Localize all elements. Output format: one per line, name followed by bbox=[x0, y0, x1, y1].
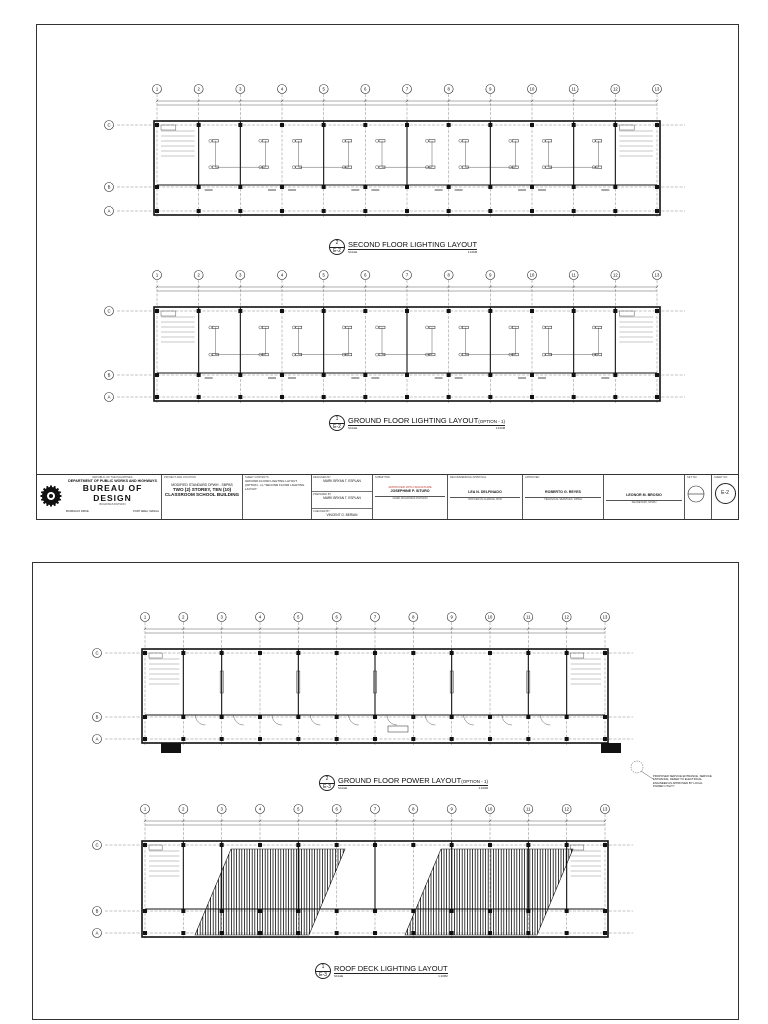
structural-column bbox=[258, 715, 262, 719]
light-symbol bbox=[542, 326, 545, 329]
ground-floor-lighting-plan bbox=[105, 271, 686, 404]
light-symbol bbox=[592, 139, 595, 142]
project-block: PROJECT AND LOCATION MODIFIED STANDARD DPWH - SBPBS TWO (2) STOREY, TEN (10) CLASSROOM SCHOOL BUILDING bbox=[162, 475, 243, 519]
seal-tooth bbox=[59, 495, 62, 497]
grid-bubble-col-label: 4 bbox=[280, 86, 284, 92]
structural-column bbox=[603, 737, 607, 741]
structural-column bbox=[220, 715, 224, 719]
light-symbol bbox=[426, 139, 429, 142]
grid-bubble-col-label: 12 bbox=[612, 86, 618, 92]
grid-bubble-col-label: 1 bbox=[143, 806, 147, 812]
grid-bubble-col-label: 9 bbox=[450, 614, 453, 620]
drawing-number-bubble: 1 E-3 bbox=[315, 963, 331, 979]
structural-column bbox=[363, 395, 367, 399]
grid-bubble-col-label: 9 bbox=[450, 806, 453, 812]
roof-hatch-left bbox=[195, 849, 345, 935]
structural-column bbox=[530, 309, 534, 313]
structural-column bbox=[322, 395, 326, 399]
light-symbol bbox=[426, 326, 429, 329]
drawing-number-bubble: 2 E-2 bbox=[329, 239, 345, 255]
structural-column bbox=[181, 931, 185, 935]
fixture bbox=[161, 311, 176, 316]
grid-bubble-col-label: 4 bbox=[258, 806, 262, 812]
drawing-number-bubble: 1 E-2 bbox=[329, 415, 345, 431]
grid-bubble-col-label: 2 bbox=[182, 806, 185, 812]
ground-floor-power-plan bbox=[93, 613, 654, 780]
structural-column bbox=[280, 373, 284, 377]
structural-column bbox=[613, 373, 617, 377]
light-symbol bbox=[259, 139, 262, 142]
roof-deck-lighting-plan bbox=[93, 805, 634, 940]
grid-bubble-col-label: 10 bbox=[529, 86, 535, 92]
fixture bbox=[161, 125, 176, 130]
structural-column bbox=[450, 737, 454, 741]
structural-column bbox=[603, 651, 607, 655]
structural-column bbox=[565, 931, 569, 935]
structural-column bbox=[488, 843, 492, 847]
grid-bubble-col-label: 1 bbox=[143, 614, 147, 620]
grid-bubble-col-label: 5 bbox=[322, 272, 325, 278]
structural-column bbox=[220, 931, 224, 935]
grid-bubble-row-label: B bbox=[95, 714, 99, 720]
light-symbol bbox=[376, 166, 379, 169]
fixture bbox=[149, 845, 162, 850]
structural-column bbox=[373, 737, 377, 741]
structural-column bbox=[411, 737, 415, 741]
drawing-number-bubble: 2 E-3 bbox=[319, 775, 335, 791]
leader-line bbox=[641, 771, 653, 779]
structural-column bbox=[572, 185, 576, 189]
structural-column bbox=[405, 185, 409, 189]
structural-column bbox=[603, 909, 607, 913]
light-symbol bbox=[292, 166, 295, 169]
grid-bubble-col-label: 10 bbox=[529, 272, 535, 278]
light-symbol bbox=[459, 353, 462, 356]
service-panel bbox=[388, 726, 408, 732]
grid-bubble-col-label: 13 bbox=[654, 86, 660, 92]
structural-column bbox=[373, 931, 377, 935]
light-symbol bbox=[209, 353, 212, 356]
grid-bubble-col-label: 3 bbox=[220, 806, 223, 812]
structural-column bbox=[155, 123, 159, 127]
light-symbol bbox=[342, 326, 345, 329]
fixture bbox=[571, 653, 584, 658]
structural-column bbox=[220, 737, 224, 741]
grid-bubble-col-label: 5 bbox=[322, 86, 325, 92]
grid-bubble-col-label: 2 bbox=[182, 614, 185, 620]
structural-column bbox=[447, 185, 451, 189]
structural-column bbox=[197, 395, 201, 399]
sheet-number: E-2 bbox=[715, 483, 736, 504]
structural-column bbox=[322, 185, 326, 189]
structural-column bbox=[405, 395, 409, 399]
grid-bubble-col-label: 11 bbox=[526, 614, 531, 620]
light-symbol bbox=[592, 326, 595, 329]
structural-column bbox=[143, 715, 147, 719]
grid-bubble-row-label: A bbox=[95, 736, 99, 742]
light-symbol bbox=[509, 139, 512, 142]
structural-column bbox=[155, 373, 159, 377]
door-swing bbox=[234, 715, 244, 725]
structural-column bbox=[447, 373, 451, 377]
grid-bubble-row-label: A bbox=[95, 930, 99, 936]
title-block bbox=[37, 474, 738, 519]
structural-column bbox=[143, 843, 147, 847]
agency-block: REPUBLIC OF THE PHILIPPINES DEPARTMENT OF PUBLIC WORKS AND HIGHWAYS BUREAU OF DESIGN BUILDINGS DIVISION BONIFACIO DRIVE PORT AREA, MANILA bbox=[37, 475, 162, 519]
grid-bubble-col-label: 11 bbox=[571, 272, 576, 278]
grid-bubble-col-label: 4 bbox=[280, 272, 284, 278]
structural-column bbox=[280, 185, 284, 189]
grid-bubble-col-label: 11 bbox=[571, 86, 576, 92]
drawing-title: GROUND FLOOR LIGHTING LAYOUT bbox=[348, 416, 479, 425]
structural-column bbox=[335, 715, 339, 719]
structural-column bbox=[197, 209, 201, 213]
door-swing bbox=[349, 715, 359, 725]
grid-bubble-col-label: 10 bbox=[487, 614, 493, 620]
light-symbol bbox=[542, 353, 545, 356]
structural-column bbox=[143, 651, 147, 655]
structural-column bbox=[238, 185, 242, 189]
light-symbol bbox=[542, 139, 545, 142]
second-floor-lighting-plan bbox=[105, 85, 686, 218]
structural-column bbox=[411, 651, 415, 655]
structural-column bbox=[655, 209, 659, 213]
grid-bubble-row-label: A bbox=[107, 394, 111, 400]
structural-column bbox=[488, 373, 492, 377]
drawing-sheet-power bbox=[32, 562, 739, 1020]
structural-column bbox=[335, 651, 339, 655]
grid-bubble-row-label: C bbox=[107, 122, 111, 128]
drawing-title-ground-floor-power: 2 E-3 GROUND FLOOR POWER LAYOUT(OPTION - 1) SCALE 1:100M bbox=[319, 775, 488, 791]
grid-bubble-row-label: C bbox=[95, 650, 99, 656]
light-symbol bbox=[292, 139, 295, 142]
structural-column bbox=[280, 123, 284, 127]
structural-column bbox=[603, 843, 607, 847]
structural-column bbox=[447, 309, 451, 313]
grid-bubble-col-label: 7 bbox=[405, 86, 409, 92]
structural-column bbox=[238, 395, 242, 399]
drawing-title-second-floor: 2 E-2 SECOND FLOOR LIGHTING LAYOUT SCALE 1:100M bbox=[329, 239, 477, 255]
grid-bubble-col-label: 11 bbox=[526, 806, 531, 812]
grid-bubble-col-label: 8 bbox=[412, 614, 415, 620]
structural-column bbox=[181, 909, 185, 913]
structural-column bbox=[258, 737, 262, 741]
structural-column bbox=[143, 909, 147, 913]
light-symbol bbox=[376, 139, 379, 142]
structural-column bbox=[603, 931, 607, 935]
grid-bubble-col-label: 4 bbox=[258, 614, 262, 620]
structural-column bbox=[530, 373, 534, 377]
structural-column bbox=[363, 309, 367, 313]
dpwh-seal-icon bbox=[39, 484, 63, 508]
structural-column bbox=[613, 209, 617, 213]
grid-bubble-row-label: B bbox=[107, 372, 111, 378]
structural-column bbox=[655, 309, 659, 313]
structural-column bbox=[488, 395, 492, 399]
structural-column bbox=[335, 909, 339, 913]
structural-column bbox=[373, 909, 377, 913]
structural-column bbox=[296, 931, 300, 935]
structural-column bbox=[363, 123, 367, 127]
grid-bubble-col-label: 3 bbox=[239, 272, 242, 278]
grid-bubble-row-label: C bbox=[107, 308, 111, 314]
grid-bubble-col-label: 3 bbox=[239, 86, 242, 92]
set-number-block: SET NO. bbox=[685, 475, 712, 519]
structural-column bbox=[220, 909, 224, 913]
grid-bubble-col-label: 2 bbox=[197, 272, 200, 278]
structural-column bbox=[530, 395, 534, 399]
grid-bubble-col-label: 5 bbox=[297, 806, 300, 812]
structural-column bbox=[280, 309, 284, 313]
structural-column bbox=[572, 209, 576, 213]
structural-column bbox=[363, 185, 367, 189]
grid-bubble-col-label: 13 bbox=[602, 806, 608, 812]
structural-column bbox=[322, 209, 326, 213]
structural-column bbox=[447, 123, 451, 127]
fixture bbox=[149, 653, 162, 658]
light-symbol bbox=[292, 353, 295, 356]
light-symbol bbox=[292, 326, 295, 329]
grid-bubble-col-label: 6 bbox=[364, 272, 367, 278]
secretary-block: LEONOR M. BROSIO SECRETARY, DPWH bbox=[604, 475, 685, 519]
designer-block: DESIGNED BY MARK BRYAN T. ESPLAN PREPARED BY MARK BRYAN T. ESPLAN CHECKED BY VINCENT G. BERIAN bbox=[312, 475, 373, 519]
structural-column bbox=[143, 737, 147, 741]
structural-column bbox=[155, 209, 159, 213]
structural-column bbox=[572, 373, 576, 377]
drawing-title-roof-deck: 1 E-3 ROOF DECK LIGHTING LAYOUT SCALE 1:100M bbox=[315, 963, 448, 979]
grid-bubble-col-label: 5 bbox=[297, 614, 300, 620]
service-entrance-note: PROPOSED SERVICE ENTRANCE, SERVICE ENTRANCE, DEFER TO ELECTRICAL ENGINEER AS APPROVED BY LOCAL POWER UTILITY bbox=[653, 774, 712, 789]
light-symbol bbox=[542, 166, 545, 169]
grid-bubble-col-label: 8 bbox=[447, 86, 450, 92]
light-symbol bbox=[459, 139, 462, 142]
grid-bubble-col-label: 9 bbox=[489, 86, 492, 92]
structural-column bbox=[488, 651, 492, 655]
structural-column bbox=[530, 123, 534, 127]
drawing-sheet-lighting bbox=[36, 24, 739, 520]
structural-column bbox=[280, 209, 284, 213]
door-swing bbox=[195, 715, 205, 725]
grid-bubble-row-label: B bbox=[95, 908, 99, 914]
structural-column bbox=[335, 931, 339, 935]
structural-column bbox=[526, 737, 530, 741]
door-swing bbox=[425, 715, 435, 725]
grid-bubble-col-label: 1 bbox=[155, 272, 159, 278]
structural-column bbox=[197, 185, 201, 189]
grid-bubble-row-label: A bbox=[107, 208, 111, 214]
drawing-title: GROUND FLOOR POWER LAYOUT bbox=[338, 776, 462, 785]
grid-bubble-col-label: 6 bbox=[335, 806, 338, 812]
grid-bubble-col-label: 13 bbox=[654, 272, 660, 278]
structural-column bbox=[258, 843, 262, 847]
structural-column bbox=[530, 185, 534, 189]
seal-tooth bbox=[50, 486, 52, 489]
door-swing bbox=[310, 715, 320, 725]
grid-bubble-col-label: 8 bbox=[412, 806, 415, 812]
set-circle-icon bbox=[687, 485, 705, 503]
structural-column bbox=[655, 185, 659, 189]
structural-column bbox=[411, 843, 415, 847]
grid-bubble-col-label: 7 bbox=[373, 614, 377, 620]
structural-column bbox=[565, 715, 569, 719]
light-symbol bbox=[459, 166, 462, 169]
door-swing bbox=[387, 715, 397, 725]
structural-column bbox=[238, 373, 242, 377]
grid-bubble-col-label: 6 bbox=[335, 614, 338, 620]
door-swing bbox=[272, 715, 282, 725]
structural-column bbox=[258, 651, 262, 655]
structural-column bbox=[655, 395, 659, 399]
structural-column bbox=[296, 909, 300, 913]
structural-column bbox=[363, 209, 367, 213]
structural-column bbox=[488, 185, 492, 189]
light-symbol bbox=[209, 166, 212, 169]
drawing-title: SECOND FLOOR LIGHTING LAYOUT bbox=[348, 240, 478, 249]
grid-bubble-col-label: 2 bbox=[197, 86, 200, 92]
sheet-contents-block: SHEET CONTENTS GROUND FLOOR LIGHTING LAYOUT (OPTION - 1) / SECOND FLOOR LIGHTING LAYOUT bbox=[243, 475, 312, 519]
structural-column bbox=[572, 395, 576, 399]
structural-column bbox=[565, 737, 569, 741]
seal-tooth bbox=[41, 495, 44, 497]
light-symbol bbox=[459, 326, 462, 329]
approved-block: APPROVED ROBERTO G. REYES TECHNICAL SERVICES, DPWH bbox=[523, 475, 604, 519]
structural-column bbox=[655, 123, 659, 127]
structural-column bbox=[655, 373, 659, 377]
roof-hatch-right bbox=[405, 849, 573, 935]
stair-block bbox=[601, 743, 621, 753]
grid-bubble-col-label: 1 bbox=[155, 86, 159, 92]
submitted-block: SUBMITTED APPROVED WITH SIGNATURE JOSEPHINE P. SITURO CHIEF, BUILDINGS DIVISION bbox=[373, 475, 448, 519]
sheet-number-block: SHEET NO. E-2 bbox=[712, 475, 738, 519]
fixture bbox=[619, 311, 634, 316]
light-symbol bbox=[209, 326, 212, 329]
structural-column bbox=[450, 715, 454, 719]
structural-column bbox=[373, 715, 377, 719]
drawing-title-ground-floor: 1 E-2 GROUND FLOOR LIGHTING LAYOUT(OPTION - 1) SCALE 1:100M bbox=[329, 415, 505, 431]
light-symbol bbox=[376, 353, 379, 356]
structural-column bbox=[488, 737, 492, 741]
grid-bubble-row-label: C bbox=[95, 842, 99, 848]
structural-column bbox=[405, 209, 409, 213]
grid-bubble-col-label: 12 bbox=[564, 614, 570, 620]
drawing-title: ROOF DECK LIGHTING LAYOUT bbox=[334, 964, 448, 973]
fixture bbox=[619, 125, 634, 130]
structural-column bbox=[155, 309, 159, 313]
structural-column bbox=[526, 715, 530, 719]
grid-bubble-col-label: 6 bbox=[364, 86, 367, 92]
structural-column bbox=[530, 209, 534, 213]
grid-bubble-col-label: 13 bbox=[602, 614, 608, 620]
structural-column bbox=[613, 185, 617, 189]
grid-bubble-col-label: 9 bbox=[489, 272, 492, 278]
structural-column bbox=[296, 715, 300, 719]
stair-block bbox=[161, 743, 181, 753]
structural-column bbox=[155, 185, 159, 189]
light-symbol bbox=[342, 139, 345, 142]
grid-bubble-col-label: 7 bbox=[405, 272, 409, 278]
structural-column bbox=[603, 715, 607, 719]
structural-column bbox=[322, 373, 326, 377]
power-roof-layout-drawings bbox=[33, 563, 738, 1019]
grid-bubble-col-label: 3 bbox=[220, 614, 223, 620]
structural-column bbox=[411, 931, 415, 935]
grid-bubble-col-label: 7 bbox=[373, 806, 377, 812]
structural-column bbox=[335, 737, 339, 741]
grid-bubble-col-label: 12 bbox=[612, 272, 618, 278]
structural-column bbox=[296, 737, 300, 741]
door-swing bbox=[502, 715, 512, 725]
light-symbol bbox=[209, 139, 212, 142]
seal-tooth bbox=[50, 504, 52, 507]
structural-column bbox=[181, 715, 185, 719]
structural-column bbox=[488, 715, 492, 719]
light-symbol bbox=[509, 326, 512, 329]
grid-bubble-col-label: 12 bbox=[564, 806, 570, 812]
structural-column bbox=[488, 209, 492, 213]
structural-column bbox=[363, 373, 367, 377]
structural-column bbox=[280, 395, 284, 399]
structural-column bbox=[447, 395, 451, 399]
structural-column bbox=[613, 395, 617, 399]
structural-column bbox=[335, 843, 339, 847]
structural-column bbox=[181, 737, 185, 741]
structural-column bbox=[155, 395, 159, 399]
structural-column bbox=[197, 373, 201, 377]
structural-column bbox=[411, 715, 415, 719]
light-symbol bbox=[376, 326, 379, 329]
grid-bubble-col-label: 8 bbox=[447, 272, 450, 278]
door-swing bbox=[540, 715, 550, 725]
structural-column bbox=[143, 931, 147, 935]
grid-bubble-row-label: B bbox=[107, 184, 111, 190]
structural-column bbox=[405, 373, 409, 377]
structural-column bbox=[447, 209, 451, 213]
bureau-name: BUREAU OF DESIGN bbox=[82, 483, 143, 503]
grid-bubble-col-label: 10 bbox=[487, 806, 493, 812]
structural-column bbox=[238, 209, 242, 213]
structural-column bbox=[565, 909, 569, 913]
light-symbol bbox=[259, 326, 262, 329]
recommending-block: RECOMMENDING APPROVAL LEA N. DELFINADO OFFICER-IN-CHARGE, BOD bbox=[448, 475, 523, 519]
door-swing bbox=[464, 715, 474, 725]
